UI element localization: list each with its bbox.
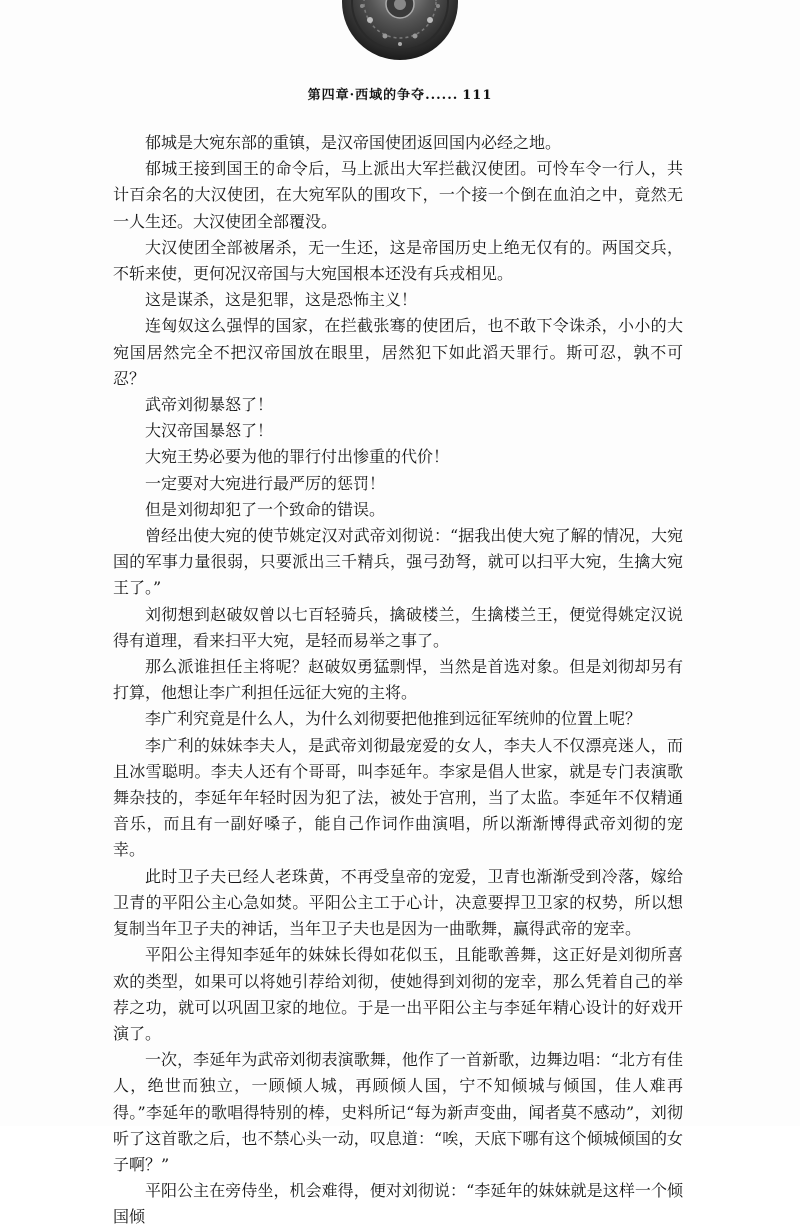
paragraph: 平阳公主在旁侍坐，机会难得，便对刘彻说：“李延年的妹妹就是这样一个倾国倾 (113, 1181, 683, 1227)
paragraph: 大汉帝国暴怒了！ (145, 421, 274, 441)
paragraph: 但是刘彻却犯了一个致命的错误。 (145, 499, 386, 519)
paragraph: 这是谋杀，这是犯罪，这是恐怖主义！ (145, 290, 418, 310)
chapter-title: 第四章·西域的争夺...... (307, 88, 459, 103)
paragraph: 李广利的妹妹李夫人，是武帝刘彻最宠爱的女人，李夫人不仅漂亮迷人，而且冰雪聪明。李夫人还有个哥哥，叫李延年。李家是倡人世家，就是专门表演歌舞杂技的，李延年年轻时因为犯了法，被处于宫刑，当了太监。李延年不仅精通音乐，而且有一副好嗓子，能自己作词作曲演唱，所以渐渐博得武帝刘彻的宠幸。 (113, 735, 683, 860)
paragraph: 李广利究竟是什么人，为什么刘彻要把他推到远征军统帅的位置上呢？ (145, 709, 642, 729)
paragraph: 连匈奴这么强悍的国家，在拦截张骞的使团后，也不敢下令诛杀，小小的大宛国居然完全不把汉帝国放在眼里，居然犯下如此滔天罪行。斯可忍，孰不可忍？ (113, 316, 683, 388)
bronze-mirror-icon (340, 0, 460, 62)
paragraph: 大宛王势必要为他的罪行付出惨重的代价！ (145, 447, 450, 467)
body-text (113, 130, 683, 1231)
bronze-mirror-emblem (340, 0, 460, 62)
paragraph: 一定要对大宛进行最严厉的惩罚！ (145, 473, 386, 493)
paragraph: 曾经出使大宛的使节姚定汉对武帝刘彻说：“据我出使大宛了解的情况，大宛国的军事力量很弱，只要派出三千精兵，强弓劲弩，就可以扫平大宛，生擒大宛王了。” (113, 526, 683, 598)
paragraph: 大汉使团全部被屠杀，无一生还，这是帝国历史上绝无仅有的。两国交兵，不斩来使，更何况汉帝国与大宛国根本还没有兵戎相见。 (113, 237, 683, 284)
paragraph: 武帝刘彻暴怒了！ (145, 395, 274, 415)
paragraph: 一次，李延年为武帝刘彻表演歌舞，他作了一首新歌，边舞边唱：“北方有佳人，绝世而独立，一顾倾人城，再顾倾人国，宁不知倾城与倾国，佳人难再得。”李延年的歌唱得特别的棒，史料所记“每为新声变曲，闻者莫不感动”，刘彻听了这首歌之后，也不禁心头一动，叹息道：“唉，天底下哪有这个倾城倾国的女子啊？” (113, 1050, 683, 1174)
paragraph: 郁城王接到国王的命令后，马上派出大军拦截汉使团。可怜车令一行人，共计百余名的大汉使团，在大宛军队的围攻下，一个接一个倒在血泊之中，竟然无一人生还。大汉使团全部覆没。 (113, 159, 683, 231)
running-head (0, 84, 800, 103)
paragraph: 那么派谁担任主将呢？赵破奴勇猛剽悍，当然是首选对象。但是刘彻却另有打算，他想让李广利担任远征大宛的主将。 (113, 657, 683, 703)
page-number: 111 (462, 88, 493, 103)
paragraph: 此时卫子夫已经人老珠黄，不再受皇帝的宠爱，卫青也渐渐受到冷落，嫁给卫青的平阳公主心急如焚。平阳公主工于心计，决意要捍卫卫家的权势，所以想复制当年卫子夫的神话，当年卫子夫也是因为一曲歌舞，赢得武帝的宠幸。 (113, 866, 683, 939)
paragraph: 平阳公主得知李延年的妹妹长得如花似玉，且能歌善舞，这正好是刘彻所喜欢的类型，如果可以将她引荐给刘彻，使她得到刘彻的宠幸，那么凭着自己的举荐之功，就可以巩固卫家的地位。于是一出平阳公主与李延年精心设计的好戏开演了。 (113, 945, 683, 1043)
paragraph: 郁城是大宛东部的重镇，是汉帝国使团返回国内必经之地。 (145, 133, 562, 152)
paragraph: 刘彻想到赵破奴曾以七百轻骑兵，擒破楼兰，生擒楼兰王，便觉得姚定汉说得有道理，看来扫平大宛，是轻而易举之事了。 (113, 604, 683, 650)
